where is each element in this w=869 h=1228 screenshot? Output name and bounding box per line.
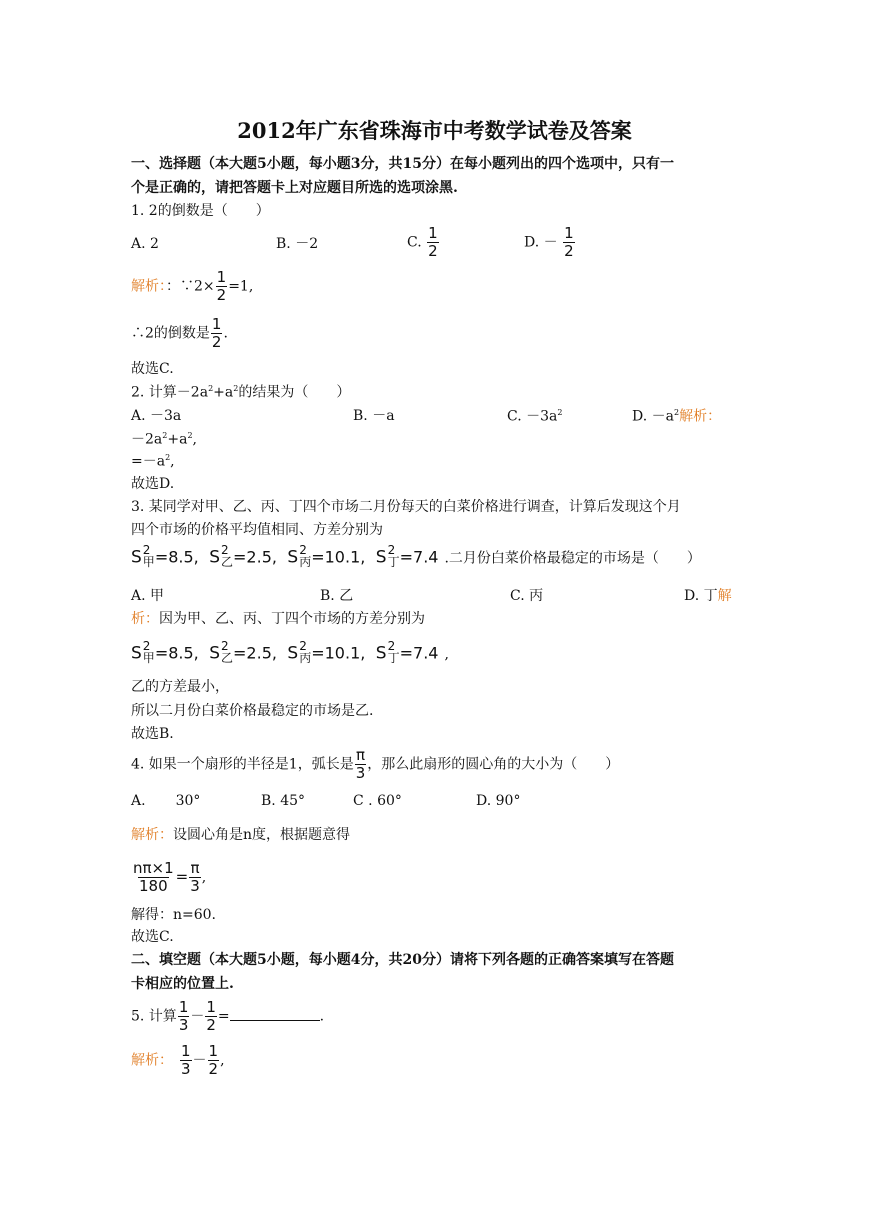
fraction-one-half: $\frac{1}{2}$ <box>211 315 222 351</box>
q1-option-c-label: C. <box>407 234 422 251</box>
q2-stem: 2. 计算$-2a^2+a^2$的结果为（ ） <box>131 384 351 401</box>
fraction-one-half: $\frac{1}{2}$ <box>564 224 574 260</box>
variance-ding: S 2 丁 =7.4 <box>375 543 439 569</box>
q1-stem: 1. 2的倒数是（ ） <box>131 203 270 219</box>
analysis-label: 解 <box>717 588 732 604</box>
q1-analysis-line2: ∴2的倒数是 $\frac{1}{2}$ . <box>131 315 228 351</box>
q4-analysis-line3: 解得：n=60. <box>131 907 217 923</box>
q3-conclusion: 故选B. <box>131 726 174 742</box>
analysis-label: 析： <box>131 611 159 627</box>
fraction-pi-third: $\frac{\pi}{3}$ <box>190 859 200 895</box>
section-2-heading-line1: 二、填空题（本大题5小题，每小题4分，共20分）请将下列各题的正确答案填写在答题 <box>131 952 674 968</box>
q3-analysis-line3: 乙的方差最小， <box>131 679 229 695</box>
fraction-one-third: $\frac{1}{3}$ <box>181 1042 191 1078</box>
q3-analysis-line4: 所以二月份白菜价格最稳定的市场是乙. <box>131 703 374 719</box>
q2-option-c: C. $-3a^2$ <box>507 408 563 425</box>
answer-blank[interactable] <box>230 1006 320 1021</box>
q4-analysis-equation: $\frac{n\pi\times 1}{180}$ = $\frac{\pi}{3}$ , <box>133 859 207 895</box>
q2-option-d: D. $-a^2$解析： <box>632 408 722 425</box>
q4-stem: 4. 如果一个扇形的半径是1，弧长是 $\frac{\pi}{3}$ ，那么此扇形的圆心角的大小为（ ） <box>131 746 620 782</box>
analysis-label: 解析： <box>679 408 722 425</box>
q5-stem: 5. 计算 $\frac{1}{3}$ － $\frac{1}{2}$ = . <box>131 998 325 1034</box>
page-title: 2012年广东省珠海市中考数学试卷及答案 <box>237 118 632 143</box>
q1-conclusion: 故选C. <box>131 361 174 377</box>
variance-bing: S 2 丙 =10.1, <box>287 639 366 665</box>
q1-option-d <box>524 226 576 259</box>
q2-conclusion: 故选D. <box>131 476 175 492</box>
q4-analysis-line1: 解析：设圆心角是n度，根据题意得 <box>131 827 351 843</box>
variance-jia: S 2 甲 =8.5, <box>131 639 199 665</box>
q3-option-c: C. 丙 <box>510 588 544 604</box>
q3-analysis-variances: S 2 甲 =8.5, S 2 乙 =2.5, S 2 丙 =10.1, S 2 丁 =7.4 , <box>131 639 449 665</box>
fraction-one-half: $\frac{1}{2}$ <box>428 224 438 260</box>
analysis-label: 解析： <box>131 278 166 295</box>
q1-option-d-label: D. － <box>524 234 558 251</box>
q3-option-a: A. 甲 <box>131 588 165 604</box>
q1-analysis-line1: 解析：：∵2× $\frac{1}{2}$ =1, <box>131 268 254 304</box>
q4-option-a: A. 30° <box>131 793 201 809</box>
q4-conclusion: 故选C. <box>131 929 174 945</box>
q5-analysis-line1: 解析： $\frac{1}{3}$ － $\frac{1}{2}$ , <box>131 1042 225 1078</box>
q3-variances: S 2 甲 =8.5, S 2 乙 =2.5, S 2 丙 =10.1, S 2 丁 =7.4 .二月份白菜价格最稳定的市场是（ ） <box>131 543 701 569</box>
fraction-one-half: $\frac{1}{2}$ <box>216 268 227 304</box>
variance-yi: S 2 乙 =2.5, <box>209 639 277 665</box>
q4-option-b: B. 45° <box>261 793 306 809</box>
q3-option-b: B. 乙 <box>320 588 354 604</box>
variance-bing: S 2 丙 =10.1, <box>287 543 366 569</box>
q2-analysis-line1: $-2a^2+a^2$, <box>131 431 197 448</box>
q3-stem-line1: 3. 某同学对甲、乙、丙、丁四个市场二月份每天的白菜价格进行调查，计算后发现这个月 <box>131 499 681 515</box>
variance-yi: S 2 乙 =2.5, <box>209 543 277 569</box>
variance-ding: S 2 丁 =7.4 <box>375 639 439 665</box>
q2-option-a: A. －3a <box>131 408 182 424</box>
q1-option-a: A. 2 <box>131 236 159 252</box>
section-2-heading-line2: 卡相应的位置上. <box>131 976 234 992</box>
q2-analysis-line2: $=-a^2$, <box>131 453 175 470</box>
fraction-one-third: $\frac{1}{3}$ <box>178 998 189 1034</box>
variance-jia: S 2 甲 =8.5, <box>131 543 199 569</box>
q2-option-b: B. －a <box>353 408 395 424</box>
fraction-pi-third: $\frac{\pi}{3}$ <box>355 746 366 782</box>
analysis-label: 解析： <box>131 827 173 843</box>
q4-option-d: D. 90° <box>476 793 521 809</box>
fraction-one-half: $\frac{1}{2}$ <box>206 998 216 1034</box>
q1-option-c <box>407 226 440 259</box>
q3-option-d: D. 丁解 <box>684 588 732 604</box>
q3-stem-line2: 四个市场的价格平均值相同、方差分别为 <box>131 522 383 538</box>
fraction-arc-formula: $\frac{n\pi\times 1}{180}$ <box>133 859 174 895</box>
q4-option-c: C . 60° <box>353 793 402 809</box>
q3-analysis-line1: 析：因为甲、乙、丙、丁四个市场的方差分别为 <box>131 611 425 627</box>
section-1-heading-line2: 个是正确的，请把答题卡上对应题目所选的选项涂黑. <box>131 180 458 196</box>
analysis-label: 解析： <box>131 1052 173 1069</box>
fraction-one-half: $\frac{1}{2}$ <box>208 1042 219 1078</box>
section-1-heading-line1: 一、选择题（本大题5小题，每小题3分，共15分）在每小题列出的四个选项中，只有一 <box>131 156 674 172</box>
q1-option-b: B. －2 <box>276 236 319 252</box>
